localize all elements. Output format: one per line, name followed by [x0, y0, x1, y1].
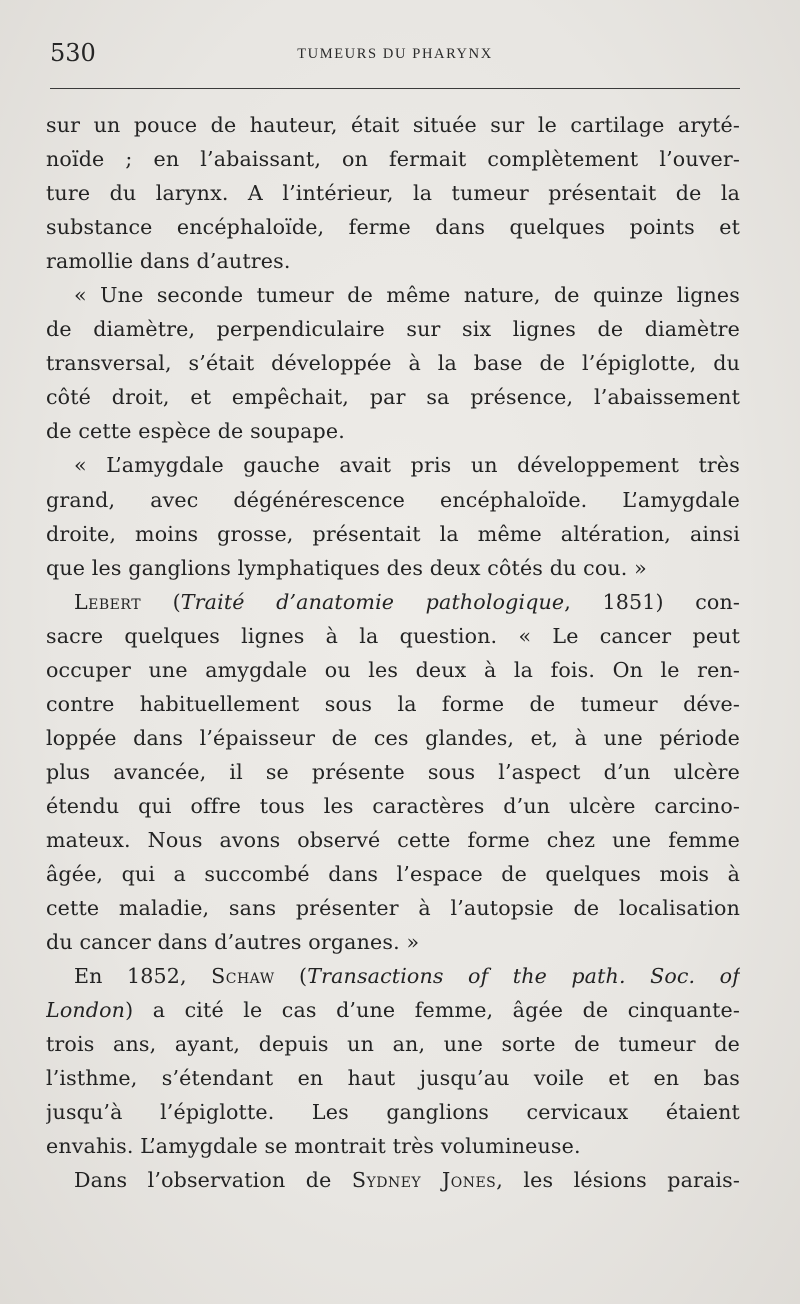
page-number: 530 — [50, 39, 96, 67]
text-run: âgée, qui a succombé dans l’espace de quelques mois à — [46, 862, 740, 887]
text-run: , 1851) con- — [564, 589, 740, 614]
text-line — [46, 312, 740, 346]
text-run: de cette espèce de soupape. — [46, 419, 345, 444]
text-run: noïde ; en l’abaissant, on fermait complètement l’ouver- — [46, 147, 740, 172]
text-run: grand, avec dégénérescence encéphaloïde. L’amygdale — [46, 487, 740, 512]
text-run: côté droit, et empêchait, par sa présence, l’abaissement — [46, 385, 740, 410]
text-line — [46, 823, 740, 857]
text-run: droite, moins grosse, présentait la même altération, ainsi — [46, 521, 740, 546]
text-line — [46, 108, 740, 142]
text-run: étendu qui offre tous les caractères d’un ulcère carcino- — [46, 793, 740, 818]
text-line — [46, 993, 740, 1027]
text-line — [46, 210, 740, 244]
text-run: mateux. Nous avons observé cette forme chez une femme — [46, 827, 740, 852]
text-line — [46, 1027, 740, 1061]
text-run: du cancer dans d’autres organes. » — [46, 930, 420, 955]
text-run: contre habituellement sous la forme de tumeur déve- — [46, 691, 740, 716]
text-run: Dans l’observation de — [74, 1168, 352, 1193]
text-run: transversal, s’était développée à la base de l’épiglotte, du — [46, 351, 740, 376]
text-line — [46, 585, 740, 619]
text-run: ( — [274, 964, 308, 989]
text-run: En 1852, — [74, 964, 212, 989]
text-line — [46, 448, 740, 482]
text-line — [46, 687, 740, 721]
italic-title: Traité d’anatomie pathologique — [180, 589, 565, 614]
text-line — [46, 653, 740, 687]
text-line — [46, 891, 740, 925]
text-line — [46, 483, 740, 517]
text-line — [46, 721, 740, 755]
text-line — [46, 755, 740, 789]
text-run: sacre quelques lignes à la question. « Le cancer peut — [46, 623, 740, 648]
text-run: l’isthme, s’étendant en haut jusqu’au voile et en bas — [46, 1066, 740, 1091]
text-line — [46, 278, 740, 312]
running-title: TUMEURS DU PHARYNX — [297, 46, 493, 62]
text-run: plus avancée, il se présente sous l’aspect d’un ulcère — [46, 759, 740, 784]
text-line — [46, 380, 740, 414]
text-line — [46, 1163, 740, 1197]
text-line — [46, 857, 740, 891]
text-run: ture du larynx. A l’intérieur, la tumeur présentait de la — [46, 181, 740, 206]
text-line — [46, 346, 740, 380]
text-run: occuper une amygdale ou les deux à la fois. On le ren- — [46, 657, 740, 682]
text-line — [46, 789, 740, 823]
text-line — [46, 142, 740, 176]
text-run: « L’amygdale gauche avait pris un développement très — [74, 453, 740, 478]
text-line — [46, 551, 740, 585]
text-run: ( — [141, 589, 181, 614]
italic-title: London — [46, 998, 126, 1023]
text-line — [46, 517, 740, 551]
text-run: ramollie dans d’autres. — [46, 249, 291, 274]
text-run: sur un pouce de hauteur, était située sur le cartilage aryté- — [46, 113, 740, 137]
page-header — [50, 38, 740, 72]
text-line — [46, 244, 740, 278]
text-run: substance encéphaloïde, ferme dans quelques points et — [46, 215, 740, 240]
text-run: que les ganglions lymphatiques des deux côtés du cou. » — [46, 555, 647, 580]
header-rule — [50, 88, 740, 89]
text-run: , les lésions parais- — [496, 1168, 740, 1193]
text-run: cette maladie, sans présenter à l’autopsie de localisation — [46, 896, 740, 921]
text-line — [46, 176, 740, 210]
author-name: Sydney Jones — [351, 1168, 497, 1193]
text-run: jusqu’à l’épiglotte. Les ganglions cervicaux étaient — [46, 1100, 740, 1125]
text-run: envahis. L’amygdale se montrait très volumineuse. — [46, 1134, 581, 1159]
author-name: Schaw — [211, 964, 275, 989]
text-run: de diamètre, perpendiculaire sur six lignes de diamètre — [46, 317, 740, 342]
text-line — [46, 1061, 740, 1095]
text-run: trois ans, ayant, depuis un an, une sorte de tumeur de — [46, 1032, 740, 1057]
text-line — [46, 1129, 740, 1163]
text-line — [46, 1095, 740, 1129]
text-run: ) a cité le cas d’une femme, âgée de cinquante- — [125, 998, 740, 1023]
italic-title: Transactions of the path. Soc. of — [307, 964, 740, 989]
author-name: Lebert — [74, 589, 142, 614]
text-line — [46, 414, 740, 448]
text-run: loppée dans l’épaisseur de ces glandes, et, à une période — [46, 725, 740, 750]
text-line — [46, 925, 740, 959]
body-text — [46, 108, 740, 1198]
text-run: « Une seconde tumeur de même nature, de quinze lignes — [74, 283, 740, 308]
text-line — [46, 959, 740, 993]
text-line — [46, 619, 740, 653]
